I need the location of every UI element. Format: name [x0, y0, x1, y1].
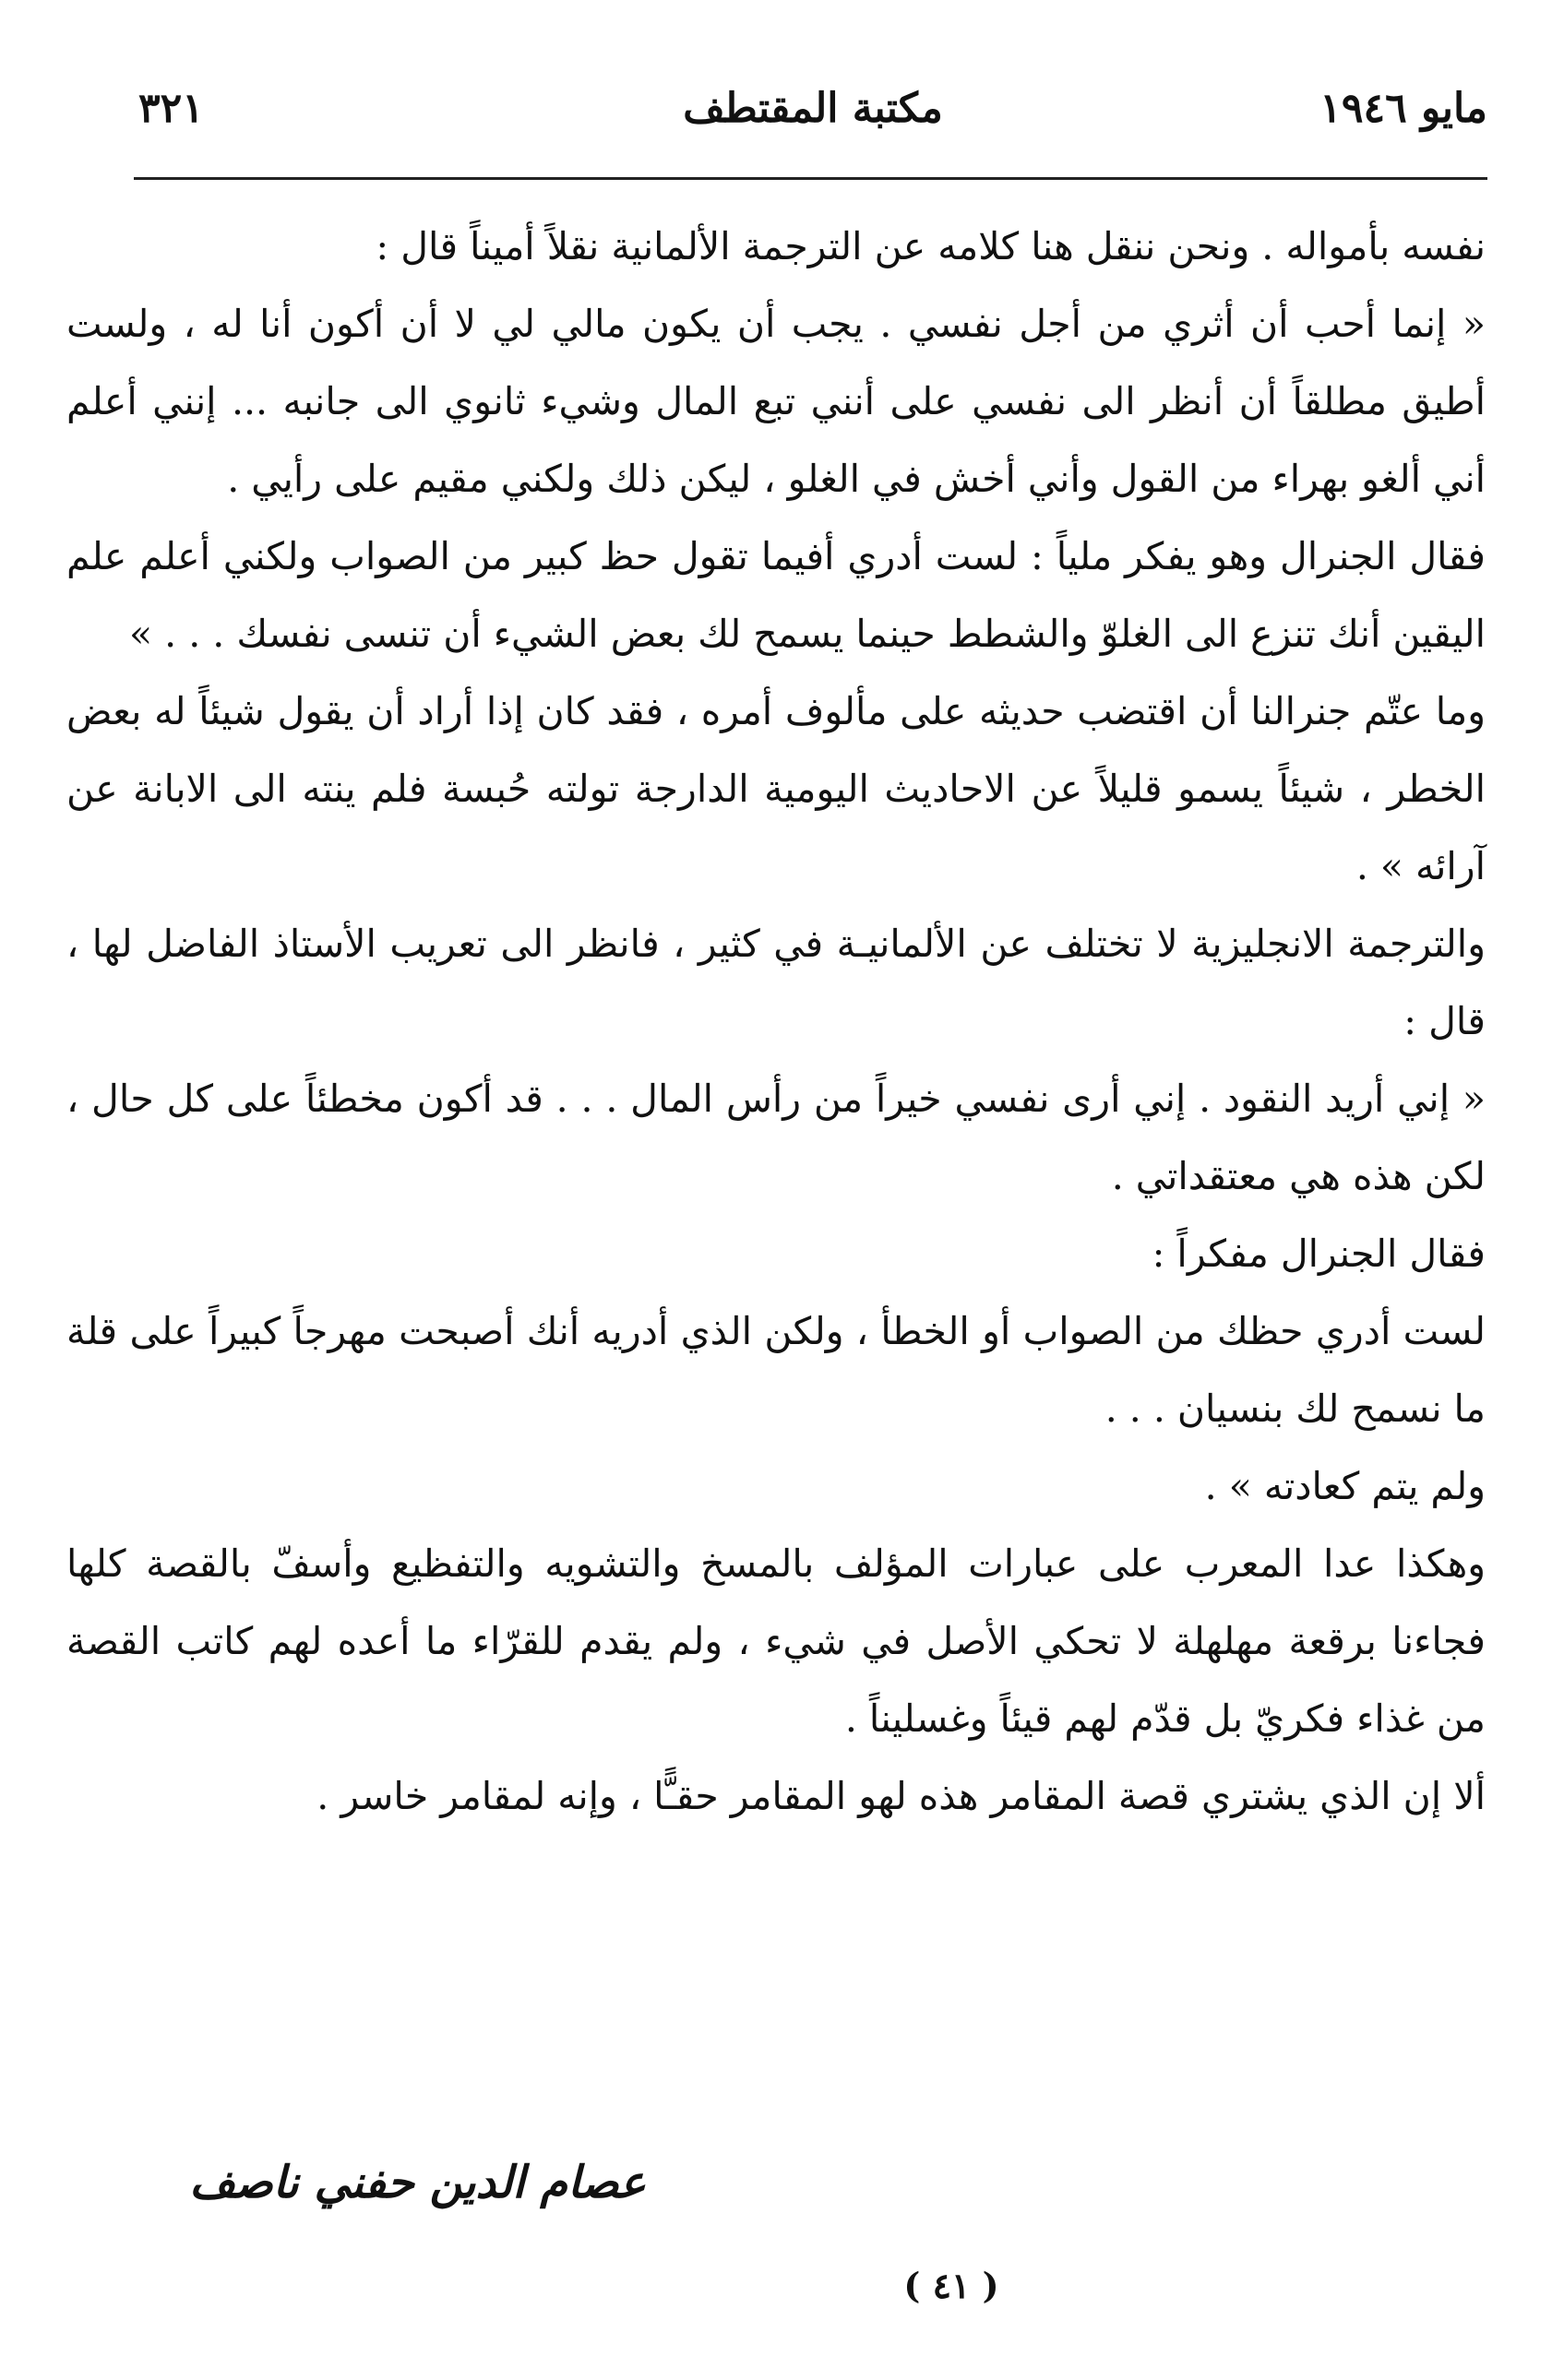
header-rule [134, 177, 1487, 180]
paragraph: وما عتّم جنرالنا أن اقتضب حديثه على مألوف أمره ، فقد كان إذا أراد أن يقول شيئاً له بعض الخطر ، شيئاً يسمو قليلاً عن الاحاديث اليومية الدارجة تولته حُبسة فلم ينته الى الابانة عن آرائه » . [66, 689, 1486, 888]
paragraph: والترجمة الانجليزية لا تختلف عن الألمانيـة في كثير ، فانظر الى تعريب الأستاذ الفاضل لها ، قال : [66, 922, 1486, 1043]
footer-number: ( ٤١ ) [903, 2265, 999, 2306]
page-footer [0, 2265, 1552, 2306]
paragraph: ألا إن الذي يشتري قصة المقامر هذه لهو المقامر حقـًّا ، وإنه لمقامر خاسر . [316, 1774, 1486, 1818]
paragraph: وهكذا عدا المعرب على عبارات المؤلف بالمسخ والتشويه والتفظيع وأسفّ بالقصة كلها فجاءنا برقعة مهلهلة لا تحكي الأصل في شيء ، ولم يقدم للقرّاء ما أعده لهم كاتب القصة من غذاء فكريّ بل قدّم لهم قيئاً وغسليناً . [66, 1541, 1486, 1741]
header-title: مكتبة المقتطف [683, 85, 943, 132]
paragraph: « إنما أحب أن أثري من أجل نفسي . يجب أن يكون مالي لي لا أن أكون أنا له ، ولست أطيق مطلقاً أن أنظر الى نفسي على أنني تبع المال وشيء ثانوي الى جانبه ... إنني أعلم أني ألغو بهراء من القول وأني أخش في الغلو ، ليكن ذلك ولكني مقيم على رأيي . [66, 302, 1486, 501]
paragraph: فقال الجنرال مفكراً : [1152, 1232, 1486, 1276]
header-date: مايو ١٩٤٦ [1319, 85, 1487, 132]
author-signature: عصام الدين حفني ناصف [189, 2157, 646, 2208]
page-header [138, 85, 1487, 149]
paragraph: « إني أريد النقود . إني أرى نفسي خيراً من رأس المال . . . قد أكون مخطئاً على كل حال ، لكن هذه هي معتقداتي . [66, 1077, 1486, 1198]
article-body [66, 208, 1486, 1835]
paragraph: نفسه بأمواله . ونحن ننقل هنا كلامه عن الترجمة الألمانية نقلاً أميناً قال : [376, 224, 1486, 268]
paragraph: فقال الجنرال وهو يفكر ملياً : لست أدري أفيما تقول حظ كبير من الصواب ولكني أعلم علم اليقين أنك تنزع الى الغلوّ والشطط حينما يسمح لك بعض الشيء أن تنسى نفسك . . . » [66, 534, 1486, 656]
header-page-number: ٣٢١ [138, 85, 204, 132]
paragraph: ولم يتم كعادته » . [1204, 1464, 1486, 1508]
paragraph: لست أدري حظك من الصواب أو الخطأ ، ولكن الذي أدريه أنك أصبحت مهرجاً كبيراً على قلة ما نسمح لك بنسيان . . . [66, 1309, 1486, 1431]
